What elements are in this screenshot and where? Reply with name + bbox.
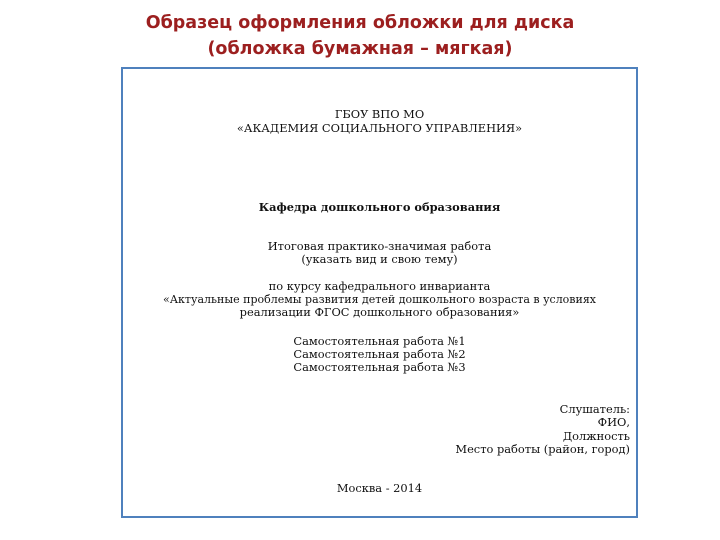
course-line-1: по курсу кафедрального инварианта bbox=[268, 279, 491, 293]
independent-work-3: Самостоятельная работа №3 bbox=[293, 360, 466, 374]
student-name: ФИО, bbox=[597, 415, 630, 429]
slide-title-line-2: (обложка бумажная – мягкая) bbox=[207, 39, 513, 59]
work-type: Итоговая практико-значимая работа bbox=[267, 239, 492, 253]
student-workplace: Место работы (район, город) bbox=[455, 442, 630, 456]
city-year: Москва - 2014 bbox=[336, 481, 423, 495]
slide-title-line-1: Образец оформления обложки для диска bbox=[145, 13, 575, 33]
course-line-2: «Актуальные проблемы развития детей дошкольного возраста в условиях bbox=[163, 293, 596, 306]
independent-work-2: Самостоятельная работа №2 bbox=[293, 347, 466, 361]
work-topic-hint: (указать вид и свою тему) bbox=[301, 252, 458, 266]
slide-title bbox=[0, 10, 720, 62]
institution-name: ГБОУ ВПО МО bbox=[334, 107, 425, 121]
department-name: Кафедра дошкольного образования bbox=[258, 200, 501, 214]
course-line-3: реализации ФГОС дошкольного образования» bbox=[239, 305, 520, 319]
academy-name: «АКАДЕМИЯ СОЦИАЛЬНОГО УПРАВЛЕНИЯ» bbox=[236, 121, 523, 135]
independent-work-1: Самостоятельная работа №1 bbox=[293, 334, 466, 348]
cover-page bbox=[121, 67, 638, 518]
student-label: Слушатель: bbox=[559, 402, 630, 416]
student-position: Должность bbox=[562, 429, 630, 443]
